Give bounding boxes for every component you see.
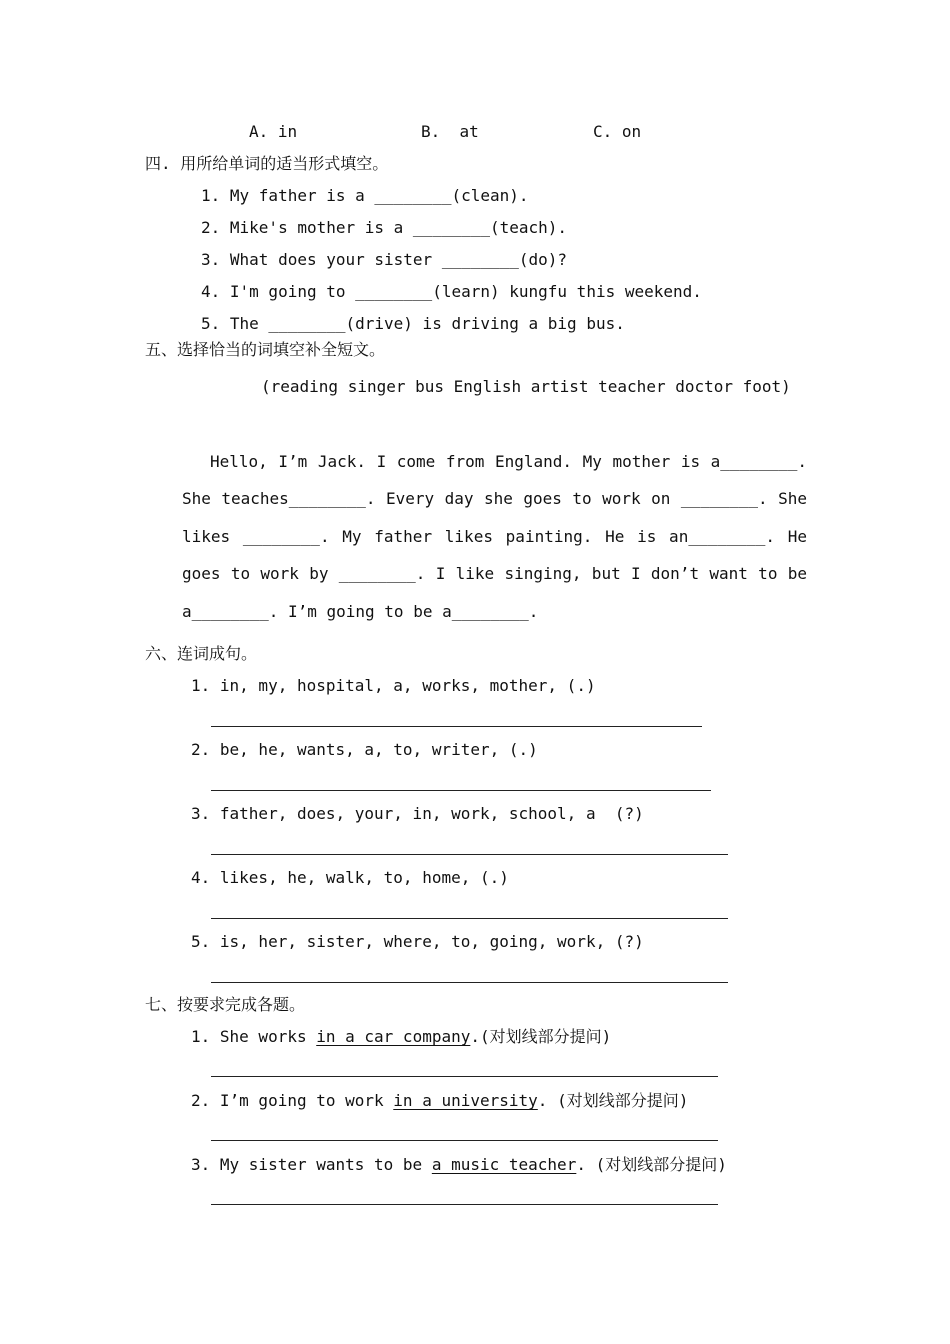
item-text: 2. I’m going to work xyxy=(191,1091,394,1110)
section4-item: 3. What does your sister ________(do)? xyxy=(201,250,568,269)
section4-heading: 四. 用所给单词的适当形式填空。 xyxy=(145,154,389,173)
answer-line[interactable] xyxy=(211,726,702,727)
answer-line[interactable] xyxy=(211,854,728,855)
option-b: B. at xyxy=(421,122,479,141)
section6-item: 3. father, does, your, in, work, school, a (?) xyxy=(191,804,644,823)
option-c: C. on xyxy=(593,122,642,141)
section5-heading: 五、选择恰当的词填空补全短文。 xyxy=(145,340,386,359)
answer-line[interactable] xyxy=(211,790,711,791)
answer-line[interactable] xyxy=(211,1140,718,1141)
section6-item: 2. be, he, wants, a, to, writer, (.) xyxy=(191,740,538,759)
section4-item: 2. Mike's mother is a ________(teach). xyxy=(201,218,568,237)
answer-line[interactable] xyxy=(211,1204,718,1205)
section6-item: 5. is, her, sister, where, to, going, work, (?) xyxy=(191,932,644,951)
section7-item xyxy=(191,1155,727,1175)
passage xyxy=(182,443,807,630)
section4-item: 4. I'm going to ________(learn) kungfu this weekend. xyxy=(201,282,702,301)
word-bank xyxy=(145,368,807,405)
option-a: A. in xyxy=(249,122,298,141)
section7-item xyxy=(191,1027,611,1047)
item-instruction: . (对划线部分提问) xyxy=(537,1091,689,1110)
section7-heading: 七、按要求完成各题。 xyxy=(145,995,306,1014)
underlined-phrase: a music teacher xyxy=(431,1155,577,1174)
section6-item: 1. in, my, hospital, a, works, mother, (.) xyxy=(191,676,596,695)
underlined-phrase: in a car company xyxy=(316,1027,471,1046)
item-text: 1. She works xyxy=(191,1027,317,1046)
section4-item: 5. The ________(drive) is driving a big bus. xyxy=(201,314,625,333)
item-text: 3. My sister wants to be xyxy=(191,1155,432,1174)
section7-item xyxy=(191,1091,688,1111)
section6-item: 4. likes, he, walk, to, home, (.) xyxy=(191,868,509,887)
item-instruction: .(对划线部分提问) xyxy=(470,1027,612,1046)
answer-line[interactable] xyxy=(211,982,728,983)
answer-line[interactable] xyxy=(211,1076,718,1077)
item-instruction: . (对划线部分提问) xyxy=(576,1155,727,1174)
passage-text: Hello, I’m Jack. I come from England. My mother is a________. She teaches________. Every day she goes to work on ________. She likes ________. My father likes painting. He is an________. He goes to work by ________. I like singing, but I don’t want to be a________. I’m going to be a________. xyxy=(182,452,807,621)
answer-line[interactable] xyxy=(211,918,728,919)
underlined-phrase: in a university xyxy=(393,1091,538,1110)
section6-heading: 六、连词成句。 xyxy=(145,644,258,663)
section4-item: 1. My father is a ________(clean). xyxy=(201,186,529,205)
word-bank-text: (reading singer bus English artist teacher doctor foot) xyxy=(261,377,791,396)
